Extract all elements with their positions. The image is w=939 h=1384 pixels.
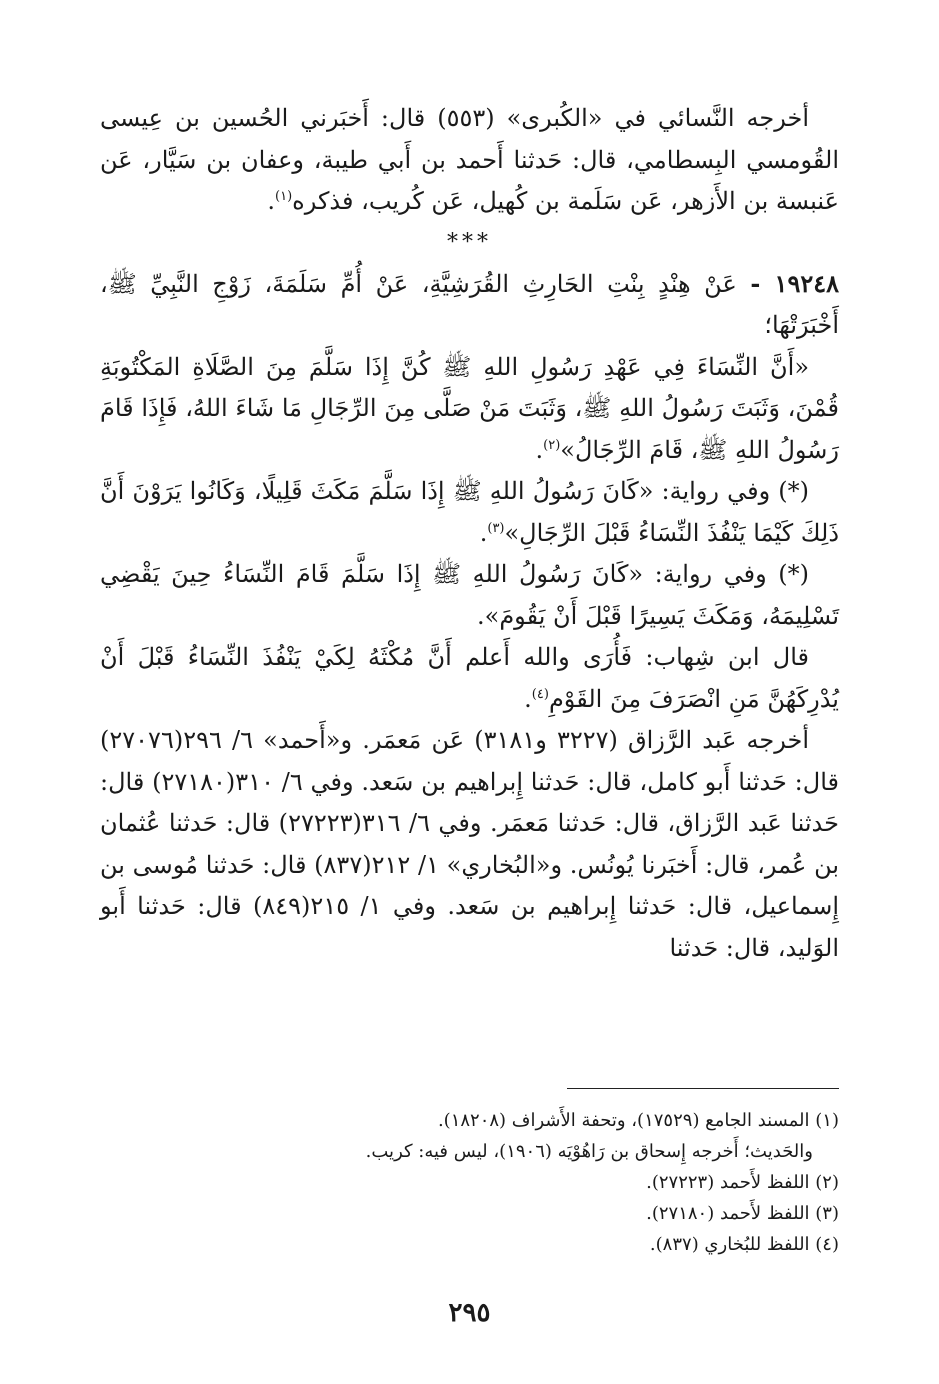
footnote-ref-1: (١) [275, 189, 293, 204]
footnote-divider [567, 1088, 839, 1089]
riwaya-text: (*) وفي رواية: «كَانَ رَسُولُ اللهِ ﷺ إِذَا سَلَّمَ قَامَ النِّسَاءُ حِينَ يَقْضِي تَسْلِيمَهُ، وَمَكَثَ يَسِيرًا قَبْلَ أَنْ يَقُومَ». [100, 560, 839, 630]
main-text [100, 98, 839, 969]
paragraph-end: . [479, 518, 488, 547]
paragraph-takhrij-1 [100, 98, 839, 223]
matn-text: «أَنَّ النِّسَاءَ فِي عَهْدِ رَسُولِ اللهِ ﷺ كُنَّ إِذَا سَلَّمَ مِنَ الصَّلَاةِ المَكْتُوبَةِ قُمْنَ، وَثَبَتَ رَسُولُ اللهِ ﷺ، وَثَبَتَ مَنْ صَلَّى مِنَ الرِّجَالِ مَا شَاءَ اللهُ، فَإِذَا قَامَ رَسُولُ اللهِ ﷺ، قَامَ الرِّجَالُ» [100, 352, 839, 464]
footnote-ref-2: (٢) [543, 437, 561, 453]
ibn-shihab-comment [100, 637, 839, 720]
paragraph-end: . [267, 187, 276, 215]
footnote-1-continuation: والحَديث؛ أَخرجه إِسحاق بن رَاهُوْيَه (١٩٠٦)، ليس فيه: كريب. [365, 1141, 813, 1162]
riwaya-1 [100, 471, 839, 554]
paragraph-text: أخرجه النَّسائي في «الكُبرى» (٥٥٣) قال: أَخبَرني الحُسين بن عِيسى القُومسي البِسطامي، قال: حَدثنا أَحمد بن أَبي طيبة، وعفان بن سَيَّار، عَن عَنبسة بن الأَزهر، عَن سَلَمة بن كُهيل، عَن كُريب، فذكره [100, 104, 839, 215]
footnote-2: (٢) اللفظ لأَحمد (٢٧٢٢٣). [646, 1172, 839, 1193]
paragraph-end: . [524, 684, 532, 713]
hadith-isnad: عَنْ هِنْدٍ بِنْتِ الحَارِثِ القُرَشِيَّةِ، عَنْ أُمِّ سَلَمَةَ، زَوْجِ النَّبِيِّ ﷺ، أَخْبَرَتْهَا؛ [100, 269, 839, 339]
footnote-ref-4: (٤) [531, 686, 549, 702]
paragraph-takhrij-2 [100, 720, 839, 969]
takhrij-text: أخرجه عَبد الرَّزاق (٣٢٢٧ و٣١٨١) عَن مَعمَر. و«أَحمد» ٦/ ٢٩٦(٢٧٠٧٦) قال: حَدثنا أَبو كامل، قال: حَدثنا إِبراهيم بن سَعد. وفي ٦/ ٣١٠(٢٧١٨٠) قال: حَدثنا عَبد الرَّزاق، قال: حَدثنا مَعمَر. وفي ٦/ ٣١٦(٢٧٢٢٣) قال: حَدثنا عُثمان بن عُمر، قال: أَخبَرنا يُونُس. و«البُخاري» ١/ ٢١٢(٨٣٧) قال: حَدثنا مُوسى بن إِسماعيل، قال: حَدثنا إِبراهيم بن سَعد. وفي ١/ ٢١٥(٨٤٩) قال: حَدثنا أَبو الوَليد، قال: حَدثنا [100, 726, 840, 962]
page-number: ٢٩٥ [448, 1298, 491, 1328]
section-separator: *** [447, 229, 492, 255]
footnote-ref-3: (٣) [487, 520, 505, 536]
footnote-4: (٤) اللفظ للبُخاري (٨٣٧). [649, 1234, 839, 1255]
hadith-matn [100, 347, 839, 472]
hadith-heading [100, 263, 839, 347]
footnotes [100, 1105, 839, 1260]
paragraph-end: . [535, 435, 544, 464]
riwaya-text: (*) وفي رواية: «كَانَ رَسُولُ اللهِ ﷺ إِذَا سَلَّمَ مَكَثَ قَلِيلًا، وَكَانُوا يَرَوْنَ أَنَّ ذَلِكَ كَيْمَا يَنْفُذَ النِّسَاءُ قَبْلَ الرِّجَالِ» [100, 477, 839, 547]
hadith-number: ١٩٢٤٨ - [750, 268, 839, 298]
riwaya-2 [100, 554, 839, 637]
footnote-3: (٣) اللفظ لأَحمد (٢٧١٨٠). [646, 1203, 839, 1224]
comment-text: قال ابن شِهاب: فَأُرَى والله أَعلم أَنَّ مُكْثَهُ لِكَيْ يَنْفُذَ النِّسَاءُ قَبْلَ أَنْ يُدْرِكَهُنَّ مَنِ انْصَرَفَ مِنَ القَوْمِ [100, 643, 839, 713]
footnote-1: (١) المسند الجامع (١٧٥٢٩)، وتحفة الأَشراف (١٨٢٠٨). [437, 1110, 839, 1131]
